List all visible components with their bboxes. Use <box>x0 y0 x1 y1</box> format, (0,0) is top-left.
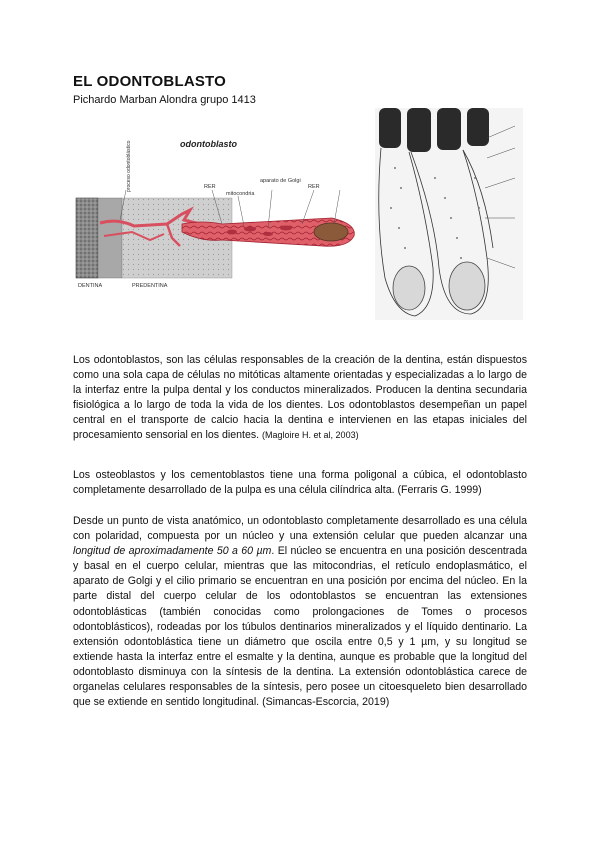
odontoblast-micrograph-drawing <box>375 108 523 320</box>
label-rer-2: RER <box>308 184 320 190</box>
paragraph-3-text-a: Desde un punto de vista anatómico, un odontoblasto completamente desarrollado es una célula con polaridad, compuesta por un núcleo y una extensión celular que pueden alcanzar una <box>73 515 527 543</box>
citation-magloire: (Magloire H. et al, 2003) <box>262 430 359 441</box>
label-mitochondria: mitocondria <box>226 191 255 197</box>
paragraph-1 <box>73 353 527 444</box>
document-author: Pichardo Marban Alondra grupo 1413 <box>73 94 256 106</box>
paragraph-3 <box>73 514 527 710</box>
label-rer-1: RER <box>204 184 216 190</box>
paragraph-3-italic: longitud de aproximadamente 50 a 60 µm <box>73 545 272 558</box>
label-process: proceso odontoblástico <box>126 140 132 192</box>
diagram-title: odontoblasto <box>180 139 237 149</box>
odontoblast-diagram <box>72 128 362 298</box>
document-title: EL ODONTOBLASTO <box>73 73 227 90</box>
nucleus <box>314 223 348 241</box>
label-golgi: aparato de Golgi <box>260 178 301 184</box>
paragraph-3-text-b: . El núcleo se encuentra en una posición descentrada y basal en el cuerpo celular, mientras que las mitocondrias, el retículo endoplasmático, el aparato de Golgi y el cilio primario se encuentran en una posición por encima del núcleo. En la parte distal del cuerpo celular de los odontoblastos se encuentran las extensiones odontoblásticas (también conocidas como prolongaciones de Tomes o procesos odontoblásticos), rodeadas por los túbulos dentinarios mineralizados y el líquido dentinario. La extensión odontoblástica tiene un diámetro que oscila entre 0,5 y 1 µm, y su longitud se extiende hasta la interfaz entre el esmalte y la dentina, aunque es probable que la longitud del odontoblasto disminuya con la síntesis de la dentina. La extensión odontoblástica carece de organelas celulares responsables de la síntesis, pero posee un citoesqueleto bien desarrollado que se extiende en sentido longitudinal. (Simancas-Escorcia, 2019) <box>73 545 527 709</box>
dentin-block <box>76 198 98 278</box>
paragraph-1-text: Los odontoblastos, son las células responsables de la creación de la dentina, están dispuestos como una sola capa de células no mitóticas altamente orientadas y especializadas a lo largo de la interfaz entre la pulpa dental y los conductos mineralizados. Producen la dentina secundaria fisiológica a lo largo de toda la vida de los dientes. Los odontoblastos desempeñan un papel central en el transporte de calcio hacia la dentina e intervienen en las etapas iniciales del procesamiento sensorial en los dientes. <box>73 354 527 442</box>
label-dentin: DENTINA <box>78 283 103 289</box>
label-predentin: PREDENTINA <box>132 283 168 289</box>
paragraph-2: Los osteoblastos y los cementoblastos tiene una forma poligonal a cúbica, el odontoblasto completamente desarrollado de la pulpa es una célula cilíndrica alta. (Ferraris G. 1999) <box>73 469 527 497</box>
